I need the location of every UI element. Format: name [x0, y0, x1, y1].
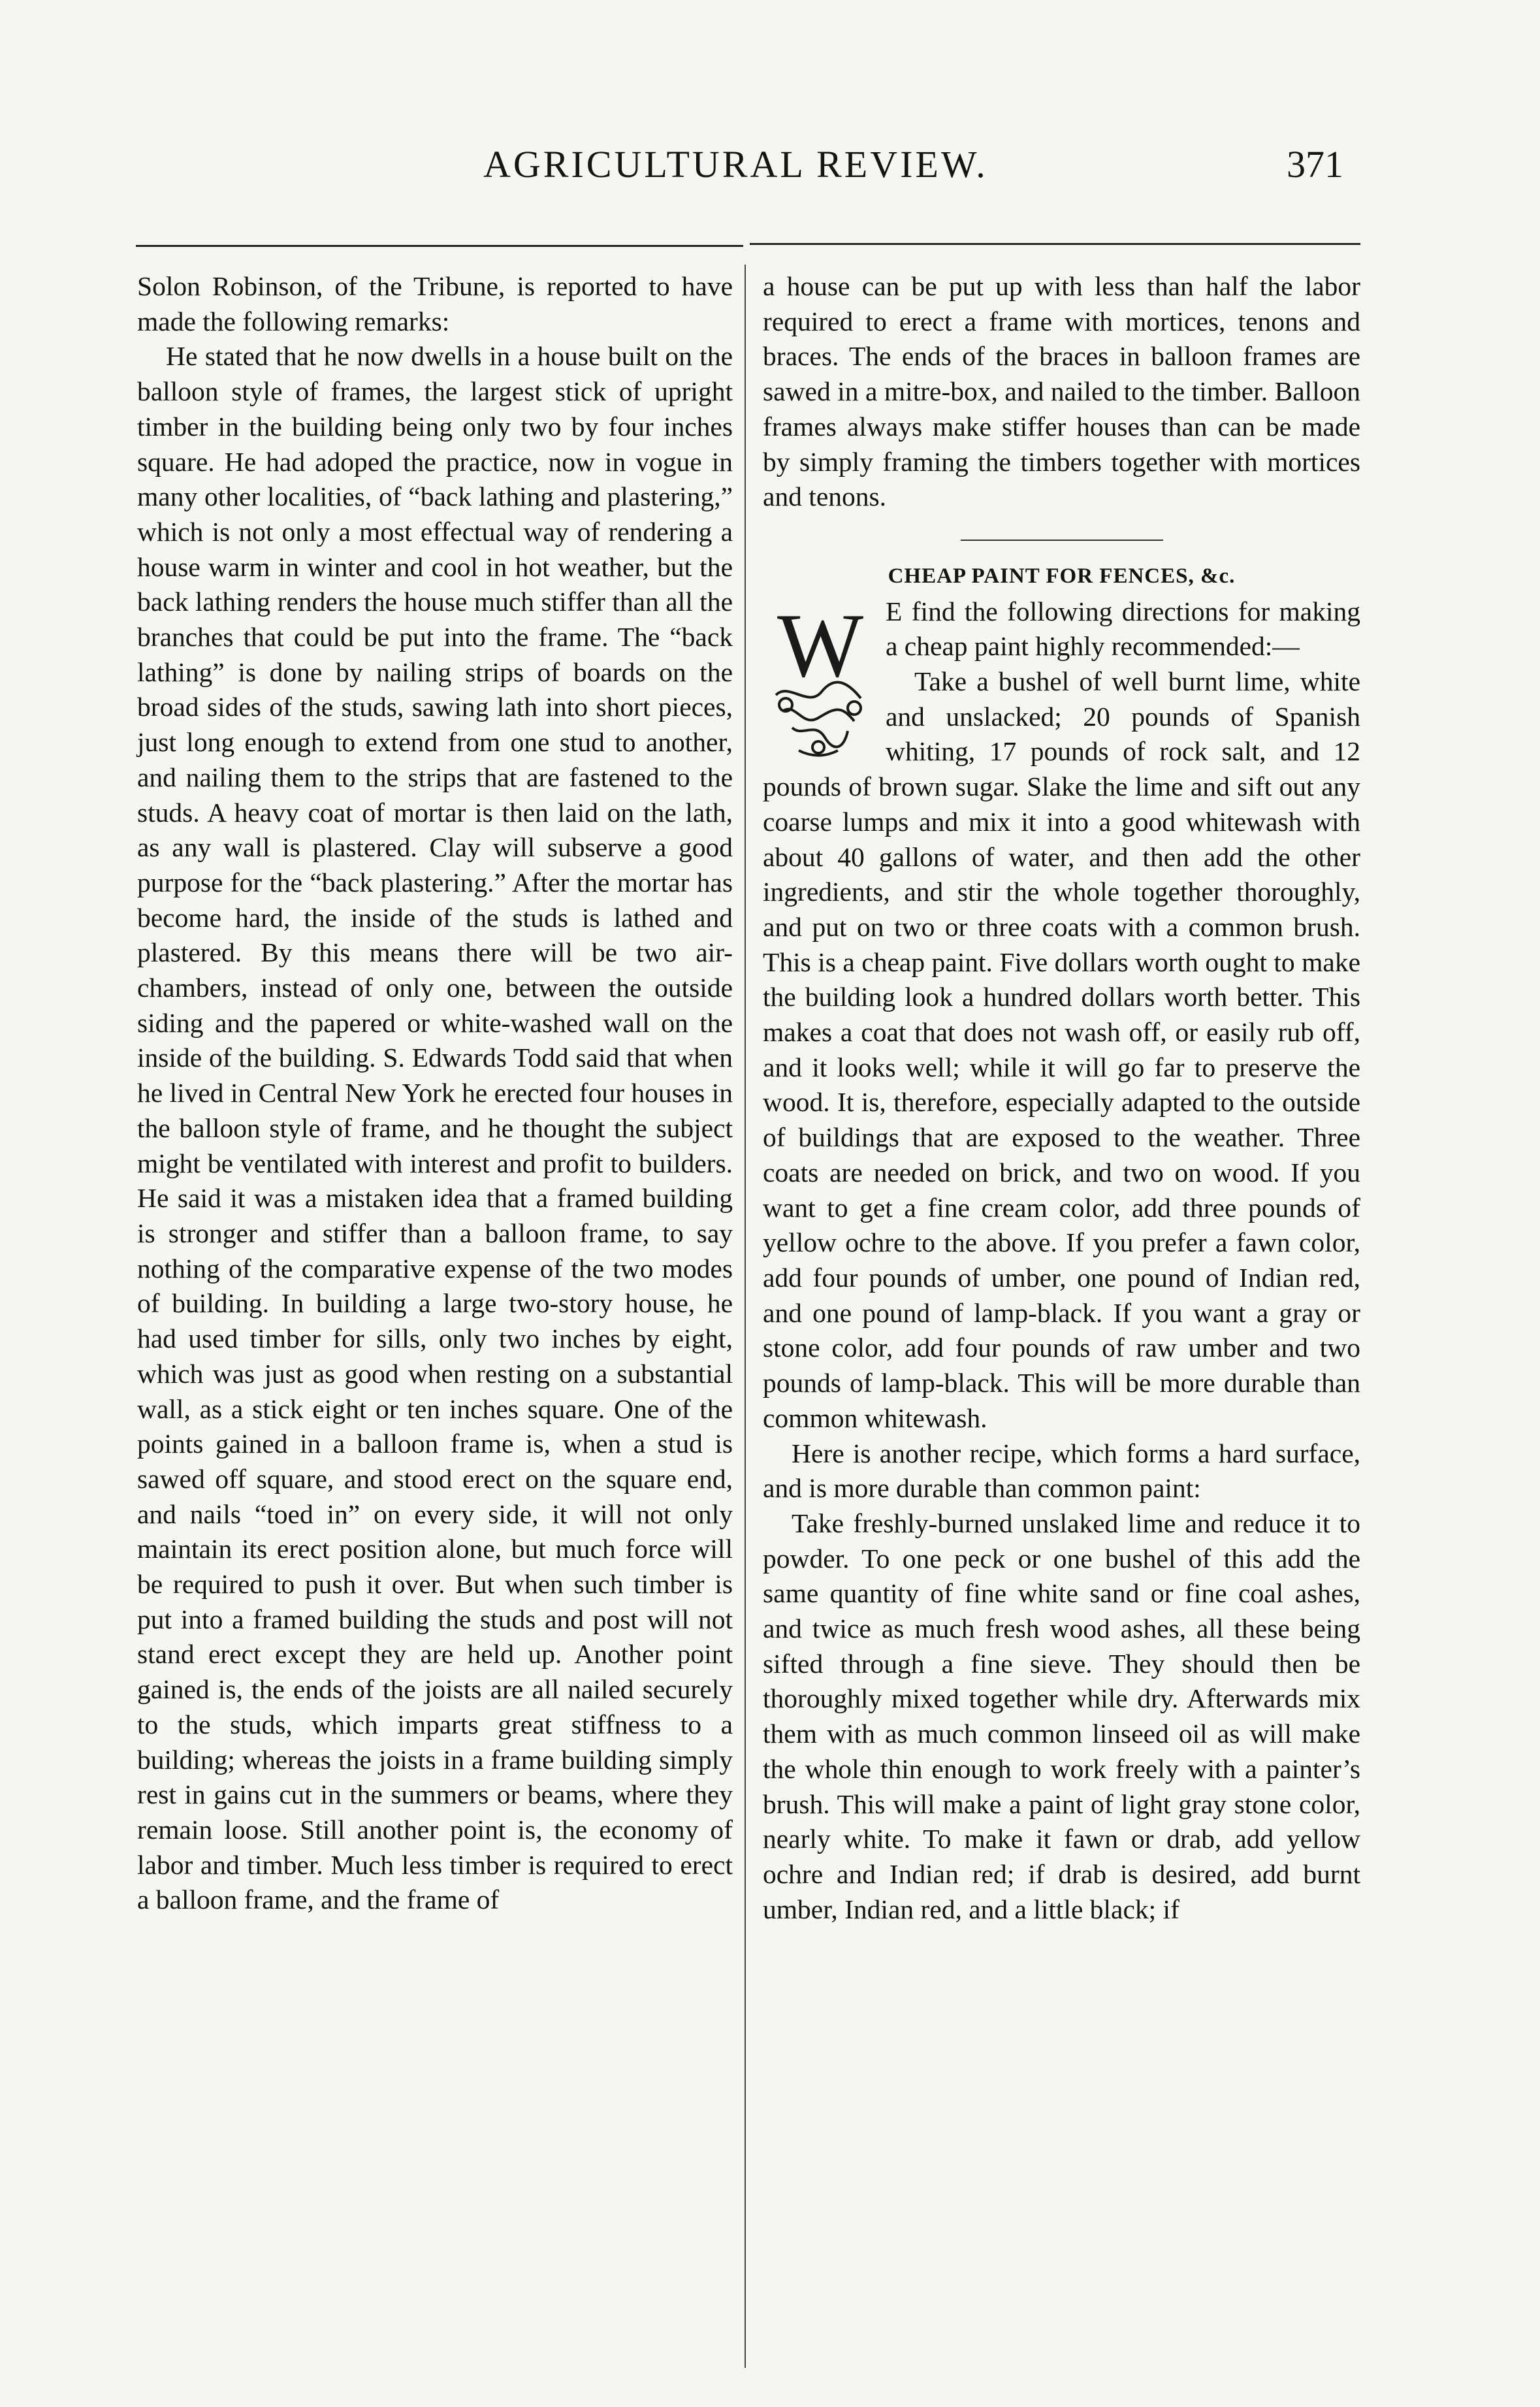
right-paragraph-5: Take freshly-burned unslaked lime and reduce it to powder. To one peck or one bushel of this add the same quantity of fine white sand or fine coal ashes, and twice as much fresh wood ashes, all these being sifted through a fine sieve. They should then be thoroughly mixed together while dry. Afterwards mix them with as much common linseed oil as will make the whole thin enough to work freely with a painter’s brush. This will make a paint of light gray stone color, nearly white. To make it fawn or drab, add yellow ochre and Indian red; if drab is desired, add burnt umber, Indian red, and a little black; if — [763, 1508, 1360, 1924]
left-paragraph-1: Solon Robinson, of the Tribune, is reported to have made the following remarks: — [137, 271, 733, 336]
right-column — [763, 269, 1360, 1927]
header-rule-left — [136, 245, 743, 247]
right-paragraph-1: a house can be put up with less than half the labor required to erect a frame with mortices, tenons and braces. The ends of the braces in balloon frames are sawed in a mitre-box, and nailed to the timber. Balloon frames always make stiffer houses than can be made by simply framing the timbers together with mortices and tenons. — [763, 271, 1360, 512]
right-paragraph-4: Here is another recipe, which forms a hard surface, and is more durable than common paint: — [763, 1438, 1360, 1504]
section-heading: CHEAP PAINT FOR FENCES, &c. — [888, 564, 1236, 588]
right-paragraph-2: E find the following directions for making a cheap paint highly recommended:— — [886, 596, 1360, 662]
running-title: AGRICULTURAL REVIEW. — [483, 143, 988, 186]
left-paragraph-2: He stated that he now dwells in a house built on the balloon style of frames, the largest stick of upright timber in the building being only two by four inches square. He had adoped the practice, now in vogue in many other localities, of “back lathing and plastering,” which is not only a most effectual way of rendering a house warm in winter and cool in hot weather, but the back lathing renders the house much stiffer than all the branches that could be put into the frame. The “back lathing” is done by nailing strips of boards on the broad sides of the studs, sawing lath into short pieces, just long enough to extend from one stud to another, and nailing them to the strips that are fastened to the studs. A heavy coat of mortar is then laid on the lath, as any wall is plastered. Clay will subserve a good purpose for the “back plastering.” After the mortar has become hard, the inside of the studs is lathed and plastered. By this means there will be two air-chambers, instead of only one, between the outside siding and the papered or white-washed wall on the inside of the building. S. Edwards Todd said that when he lived in Central New York he erected four houses in the balloon style of frame, and he thought the subject might be ventilated with interest and profit to builders. He said it was a mistaken idea that a framed building is stronger and stiffer than a balloon frame, to say nothing of the comparative expense of the two modes of building. In building a large two-story house, he had used timber for sills, only two inches by eight, which was just as good when resting on a substantial wall, as a stick eight or ten inches square. One of the points gained in a balloon frame is, when a stud is sawed off square, and stood erect on the square end, and nails “toed in” on every side, it will not only maintain its erect position alone, but much force will be required to push it over. But when such timber is put into a framed building the studs and post will not stand erect except they are held up. Another point gained is, the ends of the joists are all nailed securely to the studs, which imparts great stiffness to a building; whereas the joists in a frame building simply rest in gains cut in the summers or beams, where they remain loose. Still another point is, the economy of labor and timber. Much less timber is required to erect a balloon frame, and the frame of — [137, 341, 733, 1915]
left-column — [137, 269, 733, 1918]
right-paragraph-3: Take a bushel of well burnt lime, white and unslacked; 20 pounds of Spanish whiting, 17 pounds of rock salt, and 12 pounds of brown sugar. Slake the lime and sift out any coarse lumps and mix it into a good whitewash with about 40 gallons of water, and then add the other ingredients, and stir the whole together thoroughly, and put on two or three coats with a common brush. This is a cheap paint. Five dollars worth ought to make the building look a hundred dollars worth better. This makes a coat that does not wash off, or easily rub off, and it looks well; while it will go far to preserve the wood. It is, therefore, especially adapted to the outside of buildings that are exposed to the weather. Three coats are needed on brick, and two on wood. If you want to get a fine cream color, add three pounds of yellow ochre to the above. If you prefer a fawn color, add four pounds of umber, one pound of Indian red, and one pound of lamp-black. If you want a gray or stone color, add four pounds of raw umber and two pounds of lamp-black. This will be more durable than common whitewash. — [763, 666, 1360, 1433]
running-head — [0, 142, 1540, 195]
page-number: 371 — [1287, 143, 1343, 186]
section-rule — [961, 540, 1163, 541]
ornamental-drop-cap — [763, 594, 874, 760]
drop-cap-letter: W — [777, 594, 864, 696]
column-divider — [745, 265, 746, 2368]
header-rule-right — [750, 243, 1360, 245]
